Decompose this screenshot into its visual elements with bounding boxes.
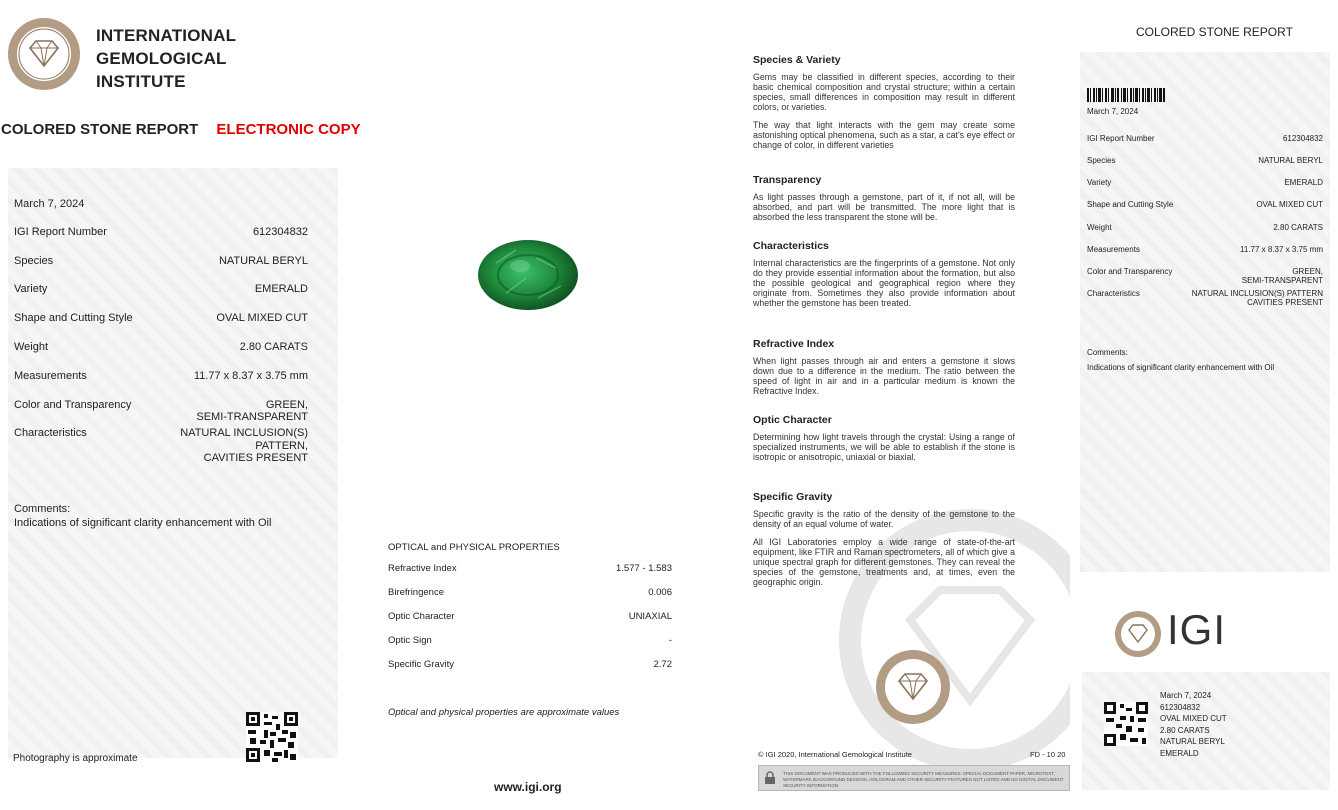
summary-row <box>1087 200 1323 209</box>
detail-label: Variety <box>14 283 48 295</box>
card-line: NATURAL BERYL <box>1160 737 1225 746</box>
info-heading: Optic Character <box>753 414 832 426</box>
summary-row <box>1087 267 1323 285</box>
detail-row <box>14 427 308 465</box>
summary-row <box>1087 289 1323 307</box>
security-strip <box>758 765 1070 791</box>
optical-value: UNIAXIAL <box>628 611 672 622</box>
optical-label: Birefringence <box>388 587 444 598</box>
summary-row <box>1087 223 1323 232</box>
summary-value: 2.80 CARATS <box>1273 223 1323 232</box>
detail-value: NATURAL BERYL <box>218 255 308 267</box>
optical-value: 1.577 - 1.583 <box>616 563 672 574</box>
summary-label: Characteristics <box>1087 289 1140 298</box>
optical-label: Optic Sign <box>388 635 432 646</box>
info-section <box>753 491 1015 587</box>
summary-value: 11.77 x 8.37 x 3.75 mm <box>1239 245 1323 254</box>
card-line: March 7, 2024 <box>1160 691 1212 700</box>
security-text: THIS DOCUMENT WAS PRODUCED WITH THE FOLLOWING SECURITY MEASURES: SPECIAL DOCUMENT PAPER, MICROTEXT, WATERMARK BACKGROUND DESIGNS, HOLOGRAM AND OTHER SECURITY FEATURES NOT LISTED AND NO DIGITAL DOCUMENT SECURITY INFORMATION <box>783 771 1064 788</box>
detail-value: NATURAL INCLUSION(S) PATTERN, CAVITIES PRESENT <box>180 427 308 464</box>
report-heading <box>1 121 361 138</box>
website-link[interactable]: www.igi.org <box>494 780 562 794</box>
report-date: March 7, 2024 <box>14 198 85 210</box>
comments-text: Indications of significant clarity enhancement with Oil <box>14 517 272 529</box>
info-section <box>753 414 1015 462</box>
optical-row <box>388 635 672 646</box>
qr-code <box>246 712 298 762</box>
igi-brand-seal <box>1114 610 1162 658</box>
optical-value: - <box>668 635 672 646</box>
optical-row <box>388 611 672 622</box>
form-code: FD - 10 20 <box>1030 750 1066 759</box>
summary-value: GREEN, SEMI-TRANSPARENT <box>1241 267 1323 285</box>
summary-row <box>1087 134 1323 143</box>
copyright: © IGI 2020, International Gemological Institute <box>758 750 912 759</box>
summary-label: Weight <box>1087 223 1112 232</box>
info-paragraph: Gems may be classified in different species, according to their basic chemical composition and crystal structure; within a certain species, small differences in composition may result in different colors, or varieties. <box>753 72 1015 112</box>
detail-value: 11.77 x 8.37 x 3.75 mm <box>193 370 308 382</box>
detail-label: Color and Transparency <box>14 399 132 411</box>
detail-value: OVAL MIXED CUT <box>216 312 308 324</box>
detail-value: GREEN, SEMI-TRANSPARENT <box>196 399 308 423</box>
card-qr-code <box>1104 702 1148 746</box>
org-line: INTERNATIONAL <box>96 26 237 45</box>
info-heading: Characteristics <box>753 240 829 252</box>
report-title: COLORED STONE REPORT <box>1 121 199 138</box>
detail-row <box>14 370 308 382</box>
detail-value: 612304832 <box>252 226 308 238</box>
summary-panel <box>1080 52 1330 572</box>
summary-label: Variety <box>1087 178 1112 187</box>
info-section <box>753 174 1015 222</box>
summary-label: Color and Transparency <box>1087 267 1173 276</box>
detail-value: EMERALD <box>254 283 308 295</box>
info-heading: Specific Gravity <box>753 491 833 503</box>
detail-row <box>14 226 308 238</box>
electronic-copy-label: ELECTRONIC COPY <box>216 121 361 138</box>
comments-label: Comments: <box>14 503 71 515</box>
detail-row <box>14 283 308 295</box>
summary-comments-label: Comments: <box>1087 348 1128 357</box>
summary-title: COLORED STONE REPORT <box>1136 25 1293 39</box>
institute-name <box>96 24 236 93</box>
summary-row <box>1087 178 1323 187</box>
optical-label: Specific Gravity <box>388 659 454 670</box>
optical-value: 0.006 <box>648 587 672 598</box>
detail-label: Shape and Cutting Style <box>14 312 133 324</box>
igi-seal-logo <box>6 16 82 92</box>
barcode <box>1087 88 1165 102</box>
optical-label: Optic Character <box>388 611 455 622</box>
detail-label: Characteristics <box>14 427 87 439</box>
summary-value: NATURAL BERYL <box>1258 156 1323 165</box>
info-section <box>753 240 1015 308</box>
detail-label: IGI Report Number <box>14 226 107 238</box>
info-paragraph: As light passes through a gemstone, part of it, if not all, will be absorbed, and part will be transmitted. The more light that is absorbed the less transparent the stone will be. <box>753 192 1015 222</box>
optical-row <box>388 587 672 598</box>
info-heading: Transparency <box>753 174 822 186</box>
detail-label: Weight <box>14 341 49 353</box>
detail-row <box>14 341 308 353</box>
info-paragraph: Internal characteristics are the fingerprints of a gemstone. Not only do they provide essential information about the formation, but also the possible geological and geographical region where they originate from. Sometimes they also provide information about whether the gemstone has been treated. <box>753 258 1015 308</box>
igi-brand-text: IGI <box>1167 606 1227 653</box>
card-line: OVAL MIXED CUT <box>1160 714 1227 723</box>
info-paragraph: Specific gravity is the ratio of the density of the gemstone to the density of an equal volume of water. <box>753 509 1015 529</box>
info-heading: Species & Variety <box>753 54 841 66</box>
detail-value: 2.80 CARATS <box>239 341 308 353</box>
card-line: 2.80 CARATS <box>1160 725 1210 735</box>
detail-row <box>14 255 308 267</box>
stamp-seal <box>874 648 952 726</box>
emerald-photo <box>476 238 580 312</box>
summary-value: OVAL MIXED CUT <box>1256 200 1323 209</box>
summary-label: IGI Report Number <box>1087 134 1155 143</box>
detail-label: Measurements <box>14 370 87 382</box>
org-line: INSTITUTE <box>96 72 186 91</box>
optical-note: Optical and physical properties are approximate values <box>388 707 620 718</box>
info-section <box>753 338 1015 396</box>
info-heading: Refractive Index <box>753 338 835 350</box>
optical-row <box>388 659 672 670</box>
summary-label: Measurements <box>1087 245 1140 254</box>
summary-date: March 7, 2024 <box>1087 107 1139 116</box>
summary-value: EMERALD <box>1284 178 1323 187</box>
info-section <box>753 54 1015 150</box>
optical-value: 2.72 <box>653 659 672 670</box>
info-paragraph: All IGI Laboratories employ a wide range of state-of-the-art equipment, like FTIR and Raman spectrometers, all of which give a unique spectral graph for different gemstones. They can reveal the species of the gemstone, treatments and, at times, even the geographic origin. <box>753 537 1015 587</box>
info-paragraph: The way that light interacts with the gem may create some astonishing optical phenomena, such as a star, a cat's eye effect or change of color, in different varieties <box>753 120 1015 150</box>
card-details <box>1160 690 1227 759</box>
summary-value: 612304832 <box>1282 134 1323 143</box>
optical-heading: OPTICAL and PHYSICAL PROPERTIES <box>388 542 560 553</box>
summary-comments: Indications of significant clarity enhancement with Oil <box>1087 363 1275 372</box>
org-line: GEMOLOGICAL <box>96 49 227 68</box>
optical-row <box>388 563 672 574</box>
detail-label: Species <box>14 255 54 267</box>
info-paragraph: Determining how light travels through the crystal: Using a range of specialized instruments, we will be able to establish if the stone is isotropic or anisotropic, uniaxial or biaxial. <box>753 432 1015 462</box>
card-line: EMERALD <box>1160 748 1199 758</box>
summary-row <box>1087 156 1323 165</box>
detail-row <box>14 399 308 423</box>
summary-label: Species <box>1087 156 1116 165</box>
card-line: 612304832 <box>1160 702 1201 712</box>
info-paragraph: When light passes through air and enters a gemstone it slows down due to a difference in the medium. The ratio between the speed of light in air and in a particular medium is known the Refractive Index. <box>753 356 1015 396</box>
summary-value: NATURAL INCLUSION(S) PATTERN CAVITIES PRESENT <box>1191 289 1323 307</box>
lock-icon <box>763 771 777 785</box>
summary-row <box>1087 245 1323 254</box>
summary-label: Shape and Cutting Style <box>1087 200 1174 209</box>
photography-note: Photography is approximate <box>13 753 138 764</box>
optical-label: Refractive Index <box>388 563 457 574</box>
detail-row <box>14 312 308 324</box>
